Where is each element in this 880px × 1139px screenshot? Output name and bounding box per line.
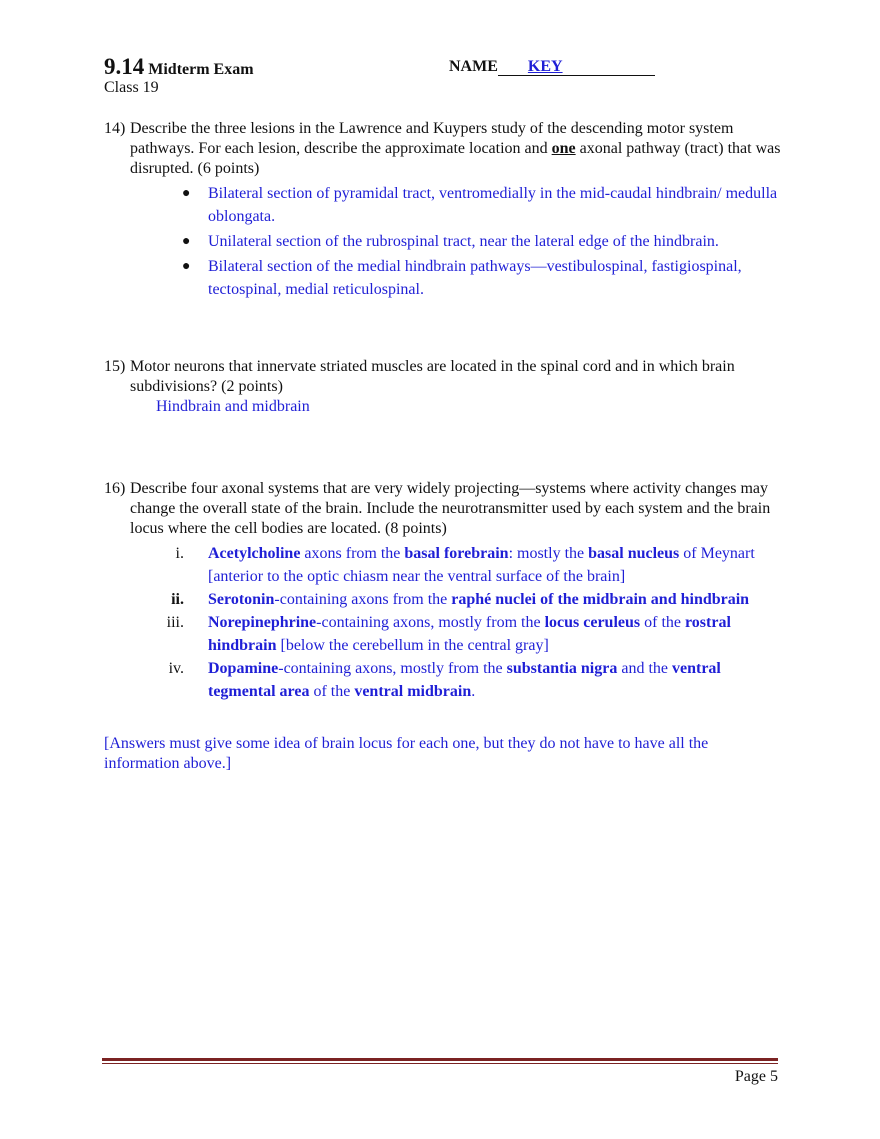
name-block bbox=[449, 58, 655, 76]
page-header bbox=[104, 54, 784, 98]
page-number: Page 5 bbox=[734, 1068, 778, 1085]
answer-text: of the bbox=[640, 614, 685, 631]
item-numeral: iii. bbox=[166, 614, 184, 631]
question-number: 16) bbox=[104, 480, 126, 497]
question-text bbox=[130, 119, 784, 179]
bullet-icon: ● bbox=[182, 186, 191, 201]
answer-bold: raphé nuclei of the midbrain and hindbrain bbox=[451, 591, 750, 608]
answer-bold: ventral midbrain bbox=[354, 683, 472, 700]
question-14 bbox=[104, 119, 784, 303]
name-field bbox=[498, 58, 655, 76]
answer-text: of Meynart [anterior to the optic chiasm near the ventral surface of the brain] bbox=[208, 545, 755, 585]
answer-text: Unilateral section of the rubrospinal tract, near the lateral edge of the hindbrain. bbox=[208, 233, 719, 250]
answer-bold: rostral hindbrain bbox=[208, 614, 731, 654]
answer-bold: Serotonin bbox=[208, 591, 275, 608]
answer-bold: basal forebrain bbox=[404, 545, 509, 562]
name-label: NAME bbox=[449, 58, 498, 75]
answer-item bbox=[104, 542, 784, 588]
answer-bold: locus ceruleus bbox=[544, 614, 641, 631]
item-numeral: ii. bbox=[171, 591, 184, 608]
answer-item bbox=[104, 230, 784, 253]
answer-item bbox=[104, 588, 784, 611]
answer-list bbox=[104, 542, 784, 703]
answer-text: -containing axons from the bbox=[274, 591, 452, 608]
bullet-icon: ● bbox=[182, 234, 191, 249]
answer-text: -containing axons, mostly from the bbox=[278, 660, 507, 677]
answer-item bbox=[104, 657, 784, 703]
answer-bold: substantia nigra bbox=[506, 660, 618, 677]
answer-text: Hindbrain and midbrain bbox=[156, 398, 310, 415]
question-text-part: Describe the three lesions in the Lawrence and Kuypers study of the descending motor system pathways. For each lesion, describe the approximate location and bbox=[130, 120, 734, 157]
answer-bold: basal nucleus bbox=[588, 545, 680, 562]
answer-text: : mostly the bbox=[508, 545, 589, 562]
answer-text: Bilateral section of pyramidal tract, ventromedially in the mid-caudal hindbrain/ medulla oblongata. bbox=[208, 185, 778, 225]
answer-text: axons from the bbox=[300, 545, 405, 562]
answer-item bbox=[104, 182, 784, 228]
question-text-part: axonal pathway (tract) that was disrupted. (6 points) bbox=[130, 140, 781, 177]
item-numeral: i. bbox=[175, 545, 184, 562]
question-16 bbox=[104, 479, 784, 703]
answer-text: . bbox=[471, 683, 476, 700]
class-label: Class 19 bbox=[104, 79, 159, 96]
answer-text: -containing axons, mostly from the bbox=[316, 614, 545, 631]
item-numeral: iv. bbox=[168, 660, 184, 677]
answer-item bbox=[104, 255, 784, 301]
answer-text: and the bbox=[617, 660, 672, 677]
answer-item bbox=[104, 611, 784, 657]
answer-text: of the bbox=[309, 683, 355, 700]
question-text: Describe four axonal systems that are very widely projecting—systems where activity changes may change the overall state of the brain. Include the neurotransmitter used by each system and the brain locus where the cell bodies are located. (8 points) bbox=[130, 480, 771, 537]
course-title bbox=[104, 54, 254, 80]
question-number: 14) bbox=[104, 120, 126, 137]
footer-divider-thin bbox=[102, 1063, 778, 1064]
answer-text: Bilateral section of the medial hindbrain pathways—vestibulospinal, fastigiospinal, tectospinal, medial reticulospinal. bbox=[208, 258, 742, 298]
exam-title: Midterm Exam bbox=[148, 61, 254, 78]
footer-divider bbox=[102, 1058, 778, 1064]
footer-divider-thick bbox=[102, 1058, 778, 1061]
name-value: KEY bbox=[527, 58, 563, 75]
answer-bold: Acetylcholine bbox=[208, 545, 301, 562]
course-number: 9.14 bbox=[104, 54, 145, 79]
question-text: Motor neurons that innervate striated muscles are located in the spinal cord and in which brain subdivisions? (2 points) bbox=[130, 358, 735, 395]
question-number: 15) bbox=[104, 358, 126, 375]
bullet-icon: ● bbox=[182, 259, 191, 274]
question-15 bbox=[104, 357, 784, 417]
answer-text: [below the cerebellum in the central gray] bbox=[276, 637, 549, 654]
grading-note: [Answers must give some idea of brain locus for each one, but they do not have to have all the information above.] bbox=[104, 735, 709, 772]
answer-bold: Norepinephrine bbox=[208, 614, 317, 631]
question-text-emphasis: one bbox=[551, 140, 576, 157]
answer-list bbox=[104, 182, 784, 301]
answer-bold: ventral tegmental area bbox=[208, 660, 721, 700]
answer-bold: Dopamine bbox=[208, 660, 279, 677]
